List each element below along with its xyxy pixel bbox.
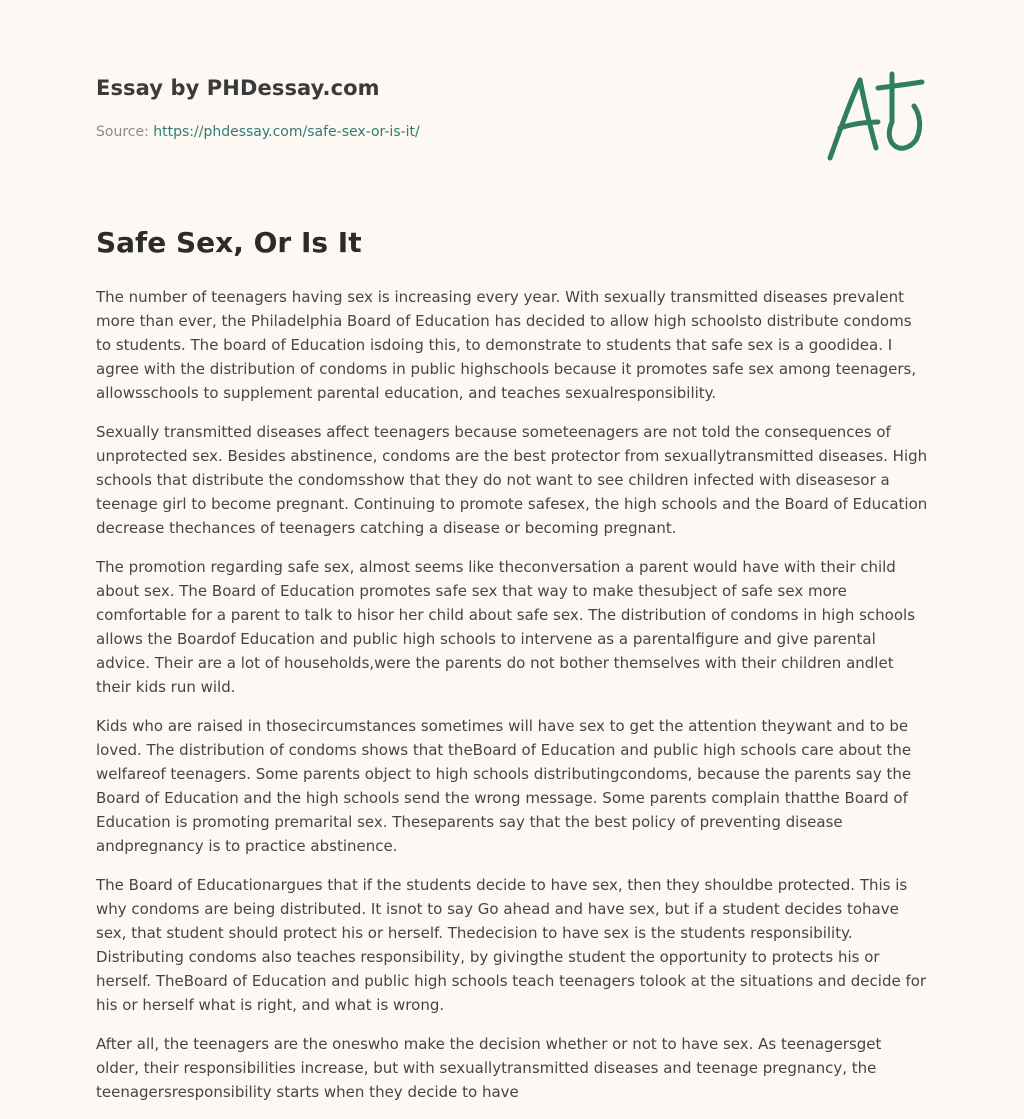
a-plus-logo-svg: [818, 66, 930, 166]
source-label: Source:: [96, 124, 149, 140]
essay-paragraph: The promotion regarding safe sex, almost seems like theconversation a parent would have with their child about sex. The Board of Education promotes safe sex that way to make thesubject of safe sex more comfortable for a parent to talk to hisor her child about safe sex. The distribution of condoms in high schools allows the Boardof Education and public high schools to intervene as a parentalfigure and give parental advice. Their are a lot of households,were the parents do not bother themselves with their children andlet their kids run wild.: [96, 558, 916, 696]
site-brand: Essay by PHDessay.com: [96, 76, 380, 100]
source-line: [96, 124, 420, 140]
essay-paragraph: Sexually transmitted diseases affect teenagers because someteenagers are not told the consequences of unprotected sex. Besides abstinence, condoms are the best protector from sexuallytransmitted diseases. High schools that distribute the condomsshow that they do not want to see children infected with diseasesor a teenage girl to become pregnant. Continuing to promote safesex, the high schools and the Board of Education decrease thechances of teenagers catching a disease or becoming pregnant.: [96, 423, 928, 537]
essay-paragraph: The number of teenagers having sex is increasing every year. With sexually transmitted diseases prevalent more than ever, the Philadelphia Board of Education has decided to allow high schoolsto distribute condoms to students. The board of Education isdoing this, to demonstrate to students that safe sex is a goodidea. I agree with the distribution of condoms in public highschools because it promotes safe sex among teenagers, allowsschools to supplement parental education, and teaches sexualresponsibility.: [96, 288, 917, 402]
essay-paragraph: Kids who are raised in thosecircumstances sometimes will have sex to get the attention theywant and to be loved. The distribution of condoms shows that theBoard of Education and public high schools care about the welfareof teenagers. Some parents object to high schools distributingcondoms, because the parents say the Board of Education and the high schools send the wrong message. Some parents complain thatthe Board of Education is promoting premarital sex. Theseparents say that the best policy of preventing disease andpregnancy is to practice abstinence.: [96, 717, 912, 855]
essay-paragraph: The Board of Educationargues that if the students decide to have sex, then they shouldbe protected. This is why condoms are being distributed. It isnot to say Go ahead and have sex, but if a student decides tohave sex, that student should protect his or herself. Thedecision to have sex is the students responsibility. Distributing condoms also teaches responsibility, by givingthe student the opportunity to protects his or herself. TheBoard of Education and public high schools teach teenagers tolook at the situations and decide for his or herself what is right, and what is wrong.: [96, 876, 927, 1014]
source-link[interactable]: https://phdessay.com/safe-sex-or-is-it/: [153, 124, 420, 140]
essay-paragraph: After all, the teenagers are the oneswho make the decision whether or not to have sex. As teenagersget older, their responsibilities increase, but with sexuallytransmitted diseases and teenage pregnancy, the teenagersresponsibility starts when they decide to have: [96, 1035, 882, 1101]
essay-body: [96, 285, 928, 1119]
a-plus-grade-icon: [818, 66, 930, 166]
essay-title: Safe Sex, Or Is It: [96, 226, 362, 259]
